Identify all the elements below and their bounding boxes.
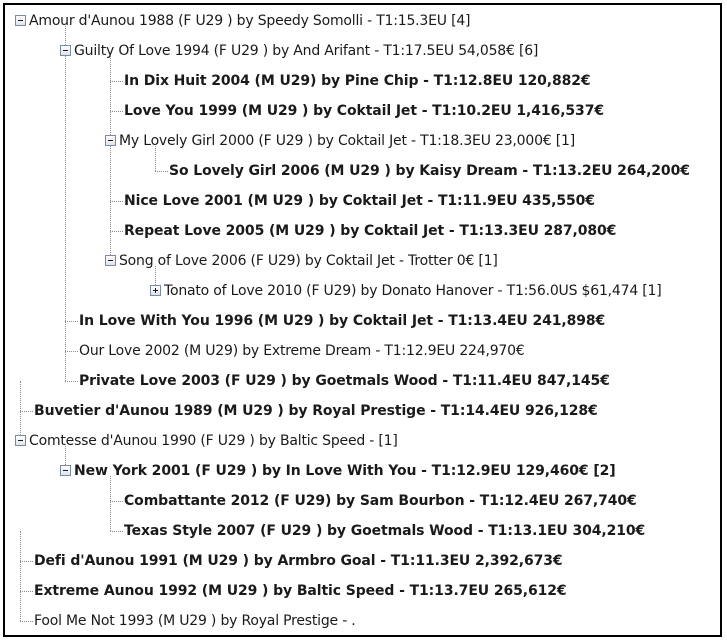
tree-node-row[interactable] (5, 340, 720, 362)
tree-node-row[interactable] (5, 220, 720, 242)
tree-node-label[interactable]: In Love With You 1996 (M U29 ) by Coktail Jet - T1:13.4EU 241,898€ (79, 313, 606, 329)
tree-node-label[interactable]: So Lovely Girl 2006 (M U29 ) by Kaisy Dream - T1:13.2EU 264,200€ (169, 163, 690, 179)
tree-node-row[interactable] (5, 100, 720, 122)
tree-branch-line (110, 231, 123, 232)
tree-node-row[interactable] (5, 460, 720, 482)
tree-node-row[interactable] (5, 40, 720, 62)
tree-node-label[interactable]: Song of Love 2006 (F U29) by Coktail Jet - Trotter 0€ [1] (119, 253, 498, 269)
tree-branch-line (20, 621, 33, 622)
minus-box-icon[interactable] (15, 15, 26, 26)
tree-node-row[interactable] (5, 610, 720, 632)
tree-node-label[interactable]: Comtesse d'Aunou 1990 (F U29 ) by Baltic Speed - [1] (29, 433, 398, 449)
tree-node-row[interactable] (5, 520, 720, 542)
tree-branch-line (20, 591, 33, 592)
tree-branch-line (65, 381, 78, 382)
tree-branch-line (110, 111, 123, 112)
tree-node-row[interactable] (5, 190, 720, 212)
tree-node-row[interactable] (5, 430, 720, 452)
tree-branch-line (65, 351, 78, 352)
minus-box-icon[interactable] (60, 465, 71, 476)
pedigree-tree-view[interactable] (3, 3, 722, 637)
tree-branch-line (110, 501, 123, 502)
plus-box-icon[interactable] (150, 285, 161, 296)
tree-node-label[interactable]: Texas Style 2007 (F U29 ) by Goetmals Wood - T1:13.1EU 304,210€ (124, 523, 646, 539)
minus-box-icon[interactable] (105, 255, 116, 266)
tree-node-row[interactable] (5, 490, 720, 512)
tree-node-label[interactable]: Defi d'Aunou 1991 (M U29 ) by Armbro Goal - T1:11.3EU 2,392,673€ (34, 553, 563, 569)
tree-node-label[interactable]: Guilty Of Love 1994 (F U29 ) by And Arifant - T1:17.5EU 54,058€ [6] (74, 43, 539, 59)
tree-node-label[interactable]: Love You 1999 (M U29 ) by Coktail Jet - T1:10.2EU 1,416,537€ (124, 103, 604, 119)
tree-branch-line (65, 321, 78, 322)
tree-node-label[interactable]: Combattante 2012 (F U29) by Sam Bourbon - T1:12.4EU 267,740€ (124, 493, 637, 509)
tree-branch-line (20, 561, 33, 562)
tree-node-row[interactable] (5, 550, 720, 572)
minus-box-icon[interactable] (60, 45, 71, 56)
tree-node-label[interactable]: Our Love 2002 (M U29) by Extreme Dream - T1:12.9EU 224,970€ (79, 343, 525, 359)
tree-node-label[interactable]: Fool Me Not 1993 (M U29 ) by Royal Prestige - . (34, 613, 356, 629)
tree-node-row[interactable] (5, 160, 720, 182)
tree-node-label[interactable]: New York 2001 (F U29 ) by In Love With You - T1:12.9EU 129,460€ [2] (74, 463, 616, 479)
tree-branch-line (110, 81, 123, 82)
tree-node-row[interactable] (5, 70, 720, 92)
tree-node-row[interactable] (5, 310, 720, 332)
tree-node-label[interactable]: My Lovely Girl 2000 (F U29 ) by Coktail Jet - T1:18.3EU 23,000€ [1] (119, 133, 575, 149)
tree-node-row[interactable] (5, 250, 720, 272)
minus-box-icon[interactable] (105, 135, 116, 146)
tree-node-row[interactable] (5, 580, 720, 602)
minus-box-icon[interactable] (15, 435, 26, 446)
tree-node-row[interactable] (5, 10, 720, 32)
tree-node-label[interactable]: In Dix Huit 2004 (M U29) by Pine Chip - T1:12.8EU 120,882€ (124, 73, 591, 89)
tree-node-label[interactable]: Buvetier d'Aunou 1989 (M U29 ) by Royal Prestige - T1:14.4EU 926,128€ (34, 403, 598, 419)
tree-node-row[interactable] (5, 130, 720, 152)
tree-branch-line (110, 531, 123, 532)
tree-node-row[interactable] (5, 400, 720, 422)
tree-node-label[interactable]: Tonato of Love 2010 (F U29) by Donato Hanover - T1:56.0US $61,474 [1] (164, 283, 662, 299)
tree-branch-line (110, 201, 123, 202)
tree-node-label[interactable]: Nice Love 2001 (M U29 ) by Coktail Jet - T1:11.9EU 435,550€ (124, 193, 595, 209)
tree-node-row[interactable] (5, 370, 720, 392)
tree-branch-line (155, 171, 168, 172)
tree-branch-line (20, 411, 33, 412)
tree-node-label[interactable]: Extreme Aunou 1992 (M U29 ) by Baltic Speed - T1:13.7EU 265,612€ (34, 583, 567, 599)
tree-node-label[interactable]: Repeat Love 2005 (M U29 ) by Coktail Jet - T1:13.3EU 287,080€ (124, 223, 617, 239)
tree-node-row[interactable] (5, 280, 720, 302)
tree-node-label[interactable]: Amour d'Aunou 1988 (F U29 ) by Speedy Somolli - T1:15.3EU [4] (29, 13, 471, 29)
tree-node-label[interactable]: Private Love 2003 (F U29 ) by Goetmals Wood - T1:11.4EU 847,145€ (79, 373, 610, 389)
